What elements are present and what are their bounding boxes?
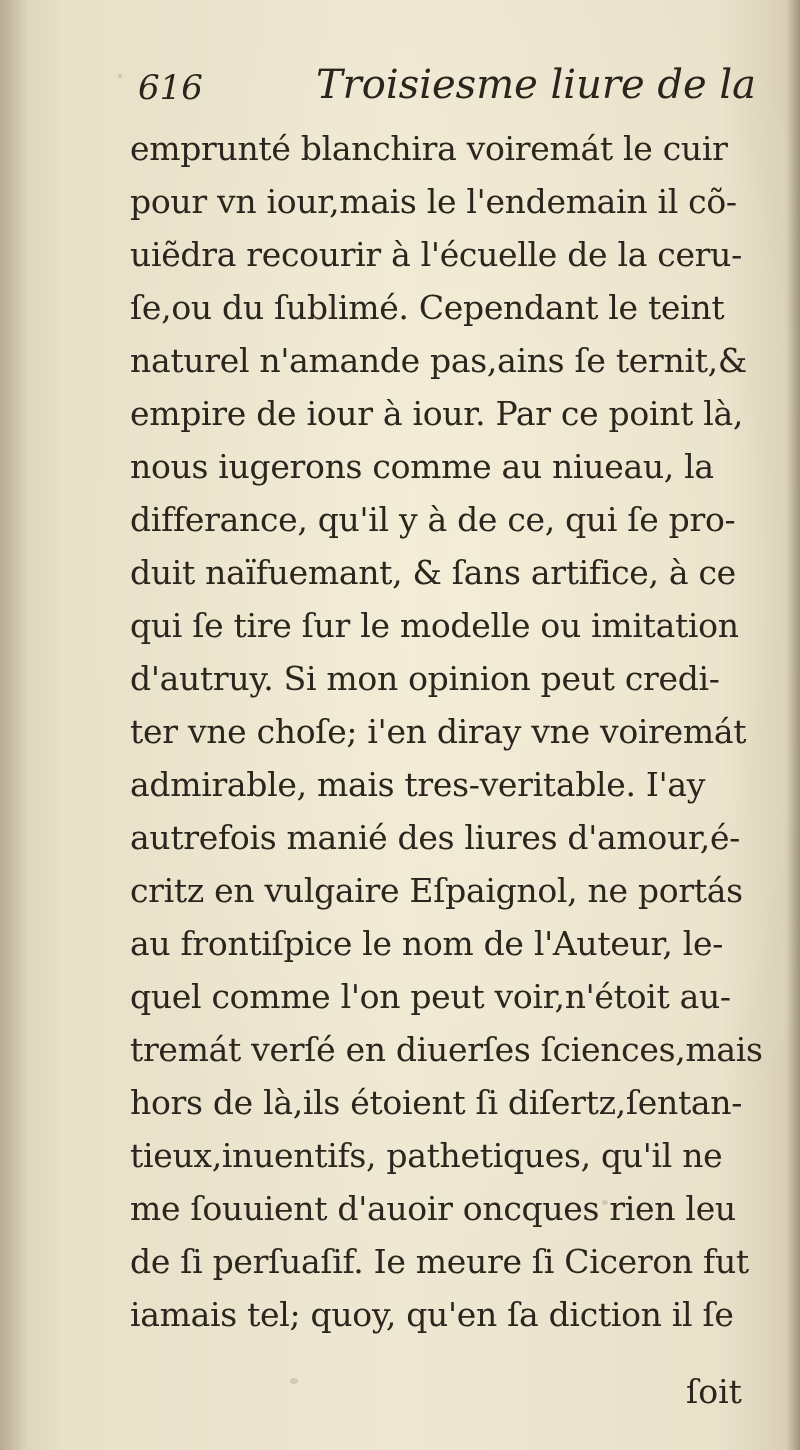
text-line: me ſouuient d'auoir oncques rien leu	[130, 1189, 736, 1228]
page-number: 616	[138, 68, 203, 108]
page-header	[138, 62, 756, 122]
text-line: au frontiſpice le nom de l'Auteur, le-	[130, 924, 724, 963]
text-line: admirable, mais tres-veritable. I'ay	[130, 765, 706, 804]
text-line: duit naïfuemant, & ſans artifice, à ce	[130, 553, 736, 592]
text-line: d'autruy. Si mon opinion peut credi-	[130, 659, 720, 698]
text-line: tremát verſé en diuerſes ſciences,mais	[130, 1030, 763, 1069]
text-line: ter vne choſe; i'en diray vne voiremát	[130, 712, 747, 751]
text-line: iamais tel; quoy, qu'en ſa diction il ſe	[130, 1295, 734, 1334]
paper-blemish	[602, 1200, 608, 1205]
running-title: Troisiesme liure de la	[316, 62, 756, 108]
page-edge-shadow	[786, 0, 800, 1450]
text-line: nous iugerons comme au niueau, la	[130, 447, 714, 486]
text-line: hors de là,ils étoient ſi diſertz,ſentan-	[130, 1083, 743, 1122]
text-line: pour vn iour,mais le l'endemain il cõ-	[130, 182, 737, 221]
text-line: qui ſe tire ſur le modelle ou imitation	[130, 606, 739, 645]
text-line: quel comme l'on peut voir,n'étoit au-	[130, 977, 731, 1016]
text-line: tieux,inuentifs, pathetiques, qu'il ne	[130, 1136, 723, 1175]
text-line: de ſi perſuaſif. Ie meure ſi Ciceron fut	[130, 1242, 749, 1281]
text-line: emprunté blanchira voiremát le cuir	[130, 129, 728, 168]
text-line: naturel n'amande pas,ains ſe ternit,&	[130, 341, 747, 380]
text-line: empire de iour à iour. Par ce point là,	[130, 394, 744, 433]
catchword: ſoit	[686, 1372, 742, 1411]
body-text	[130, 122, 770, 1341]
paper-blemish	[118, 74, 122, 78]
text-line: autrefois manié des liures d'amour,é-	[130, 818, 741, 857]
paper-blemish	[290, 1378, 298, 1384]
text-line: ſe,ou du ſublimé. Cependant le teint	[130, 288, 725, 327]
binding-shadow	[0, 0, 28, 1450]
text-line: uiẽdra recourir à l'écuelle de la ceru-	[130, 235, 742, 274]
text-line: critz en vulgaire Eſpaignol, ne portás	[130, 871, 743, 910]
text-line: differance, qu'il y à de ce, qui ſe pro-	[130, 500, 736, 539]
